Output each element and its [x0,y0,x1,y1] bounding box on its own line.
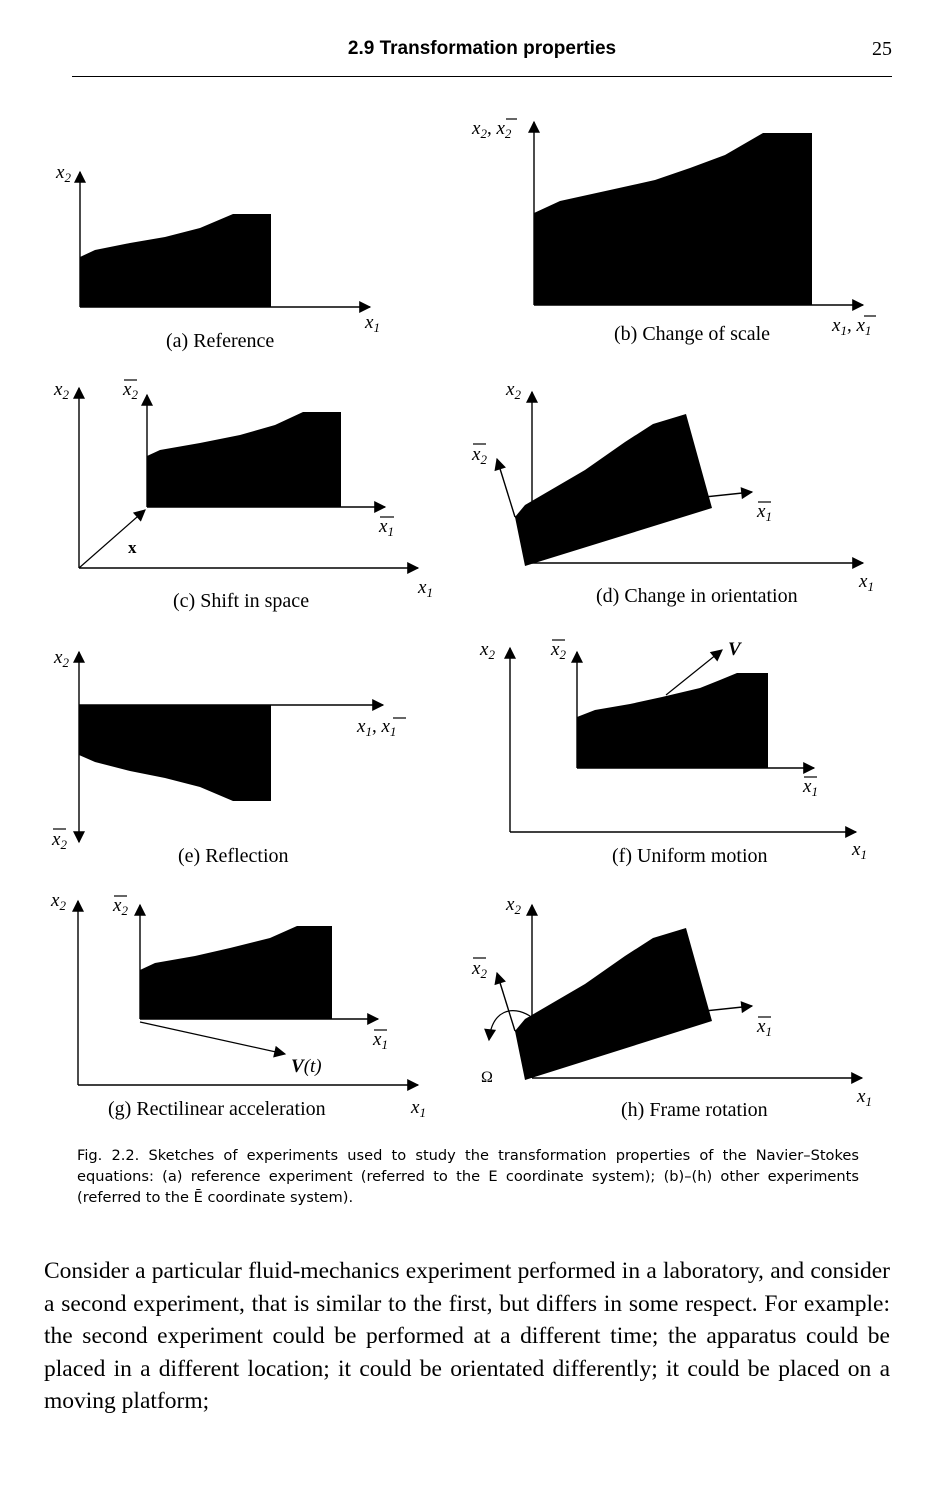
x2bar-label: $x_2$ [113,895,128,918]
x2bar-label: $x_2$ [52,829,67,852]
accel-label: V(t) [291,1056,322,1077]
accel-vector [140,1022,285,1054]
rotation-label: Ω [481,1069,493,1086]
x2bar-label: $x_2$ [551,639,566,662]
panel-label: (f) Uniform motion [612,845,768,867]
x1bar-label: $x_1$ [379,516,394,539]
panel-c [53,379,433,612]
panel-label: (g) Rectilinear acceleration [108,1098,326,1120]
x1-label: $x_1$ [411,1097,426,1120]
x1-label: $x_1$ [418,577,433,600]
panel-f [479,639,867,867]
fluid-region [577,673,768,768]
x2-label: $x_2$ [480,639,495,662]
page-number: 25 [872,38,892,60]
x1bar-label: $x_1$ [803,776,818,799]
panel-label: (a) Reference [166,330,275,352]
section-title: 2.9 Transformation properties [347,38,617,59]
fluid-region [79,705,271,801]
fluid-region [515,414,712,566]
panel-a [55,162,380,352]
panel-label: (b) Change of scale [614,323,771,345]
x2-label: $x_2$ [51,890,66,913]
body-paragraph: Consider a particular fluid-mechanics experiment performed in a laboratory, and consider a second experiment, that is similar to the first, but differs in some respect. For example: the second experiment could be performed at a different time; the apparatus could be placed in a different location; it could be orientated differently; it could be placed on a moving platform; [44,1258,890,1414]
x2-label: $x_2$ [506,379,521,402]
x2bar-label: $x_2$ [123,379,138,402]
x1-label: $x_1$ [852,839,867,862]
panel-label: (c) Shift in space [173,590,310,612]
x1-label: $x_1$ [859,571,874,594]
panel-g [50,890,426,1120]
x2bar-axis [497,459,515,517]
x2bar-label: $x_2$ [472,444,487,467]
velocity-label: V [728,639,741,660]
fluid-region [515,928,712,1080]
x2bar-label: $x_2$ [472,958,487,981]
x2-label: $x_2$, $x_2$ [472,118,512,141]
x1-label: $x_1$ [365,312,380,335]
x2-label: $x_2$ [54,379,69,402]
x2-label: $x_2$ [54,647,69,670]
panel-h [471,894,872,1121]
panel-label: (h) Frame rotation [621,1099,768,1121]
fluid-region [140,926,332,1019]
fluid-region [147,412,341,507]
x1-label: $x_1$, $x_1$ [832,315,872,338]
fluid-region [80,214,271,307]
panel-d [471,379,874,607]
panel-label: (e) Reflection [178,845,289,867]
panel-label: (d) Change in orientation [596,585,798,607]
figure-caption: Fig. 2.2. Sketches of experiments used to study the transformation properties of the Navier–Stokes equations: (a) reference experiment (referred to the E coordinate system); (b)–(h) other experiments (referred to the Ē coordinate system). [77,1147,859,1206]
x2-label: $x_2$ [506,894,521,917]
x1bar-label: $x_1$ [373,1029,388,1052]
x1-label: $x_1$ [857,1086,872,1109]
x2bar-axis [497,973,515,1031]
x1-label: $x_1$, $x_1$ [357,716,397,739]
fluid-region [534,133,812,305]
x2-label: $x_2$ [56,162,71,185]
x1bar-label: $x_1$ [757,501,772,524]
x1bar-label: $x_1$ [757,1016,772,1039]
panel-b [471,118,876,345]
shift-vector-label: x [128,538,137,557]
panel-e [51,647,406,867]
